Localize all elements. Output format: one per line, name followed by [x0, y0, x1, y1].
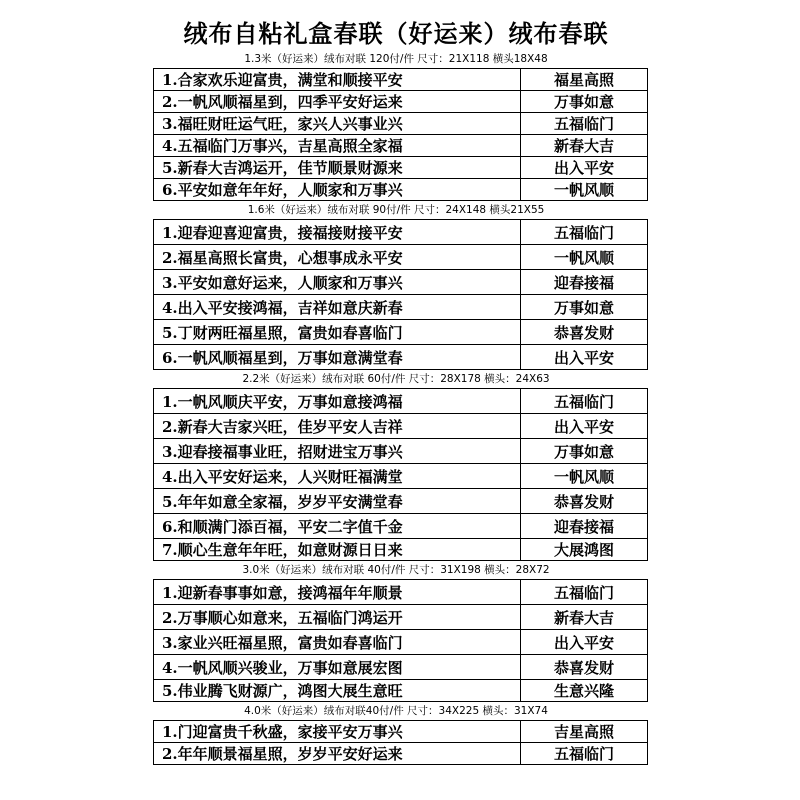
table-row: [154, 743, 648, 765]
couplet-text: 1.门迎富贵千秋盛，家接平安万事兴: [154, 721, 521, 743]
banner-text: 五福临门: [521, 220, 648, 245]
couplet-text: 7.顺心生意年年旺，如意财源日日来: [154, 539, 521, 561]
page-title: 绒布自粘礼盒春联（好运来）绒布春联: [183, 19, 609, 48]
table-row: [154, 220, 648, 245]
banner-text: 出入平安: [521, 157, 648, 179]
couplet-text: 4.出入平安接鸿福，吉祥如意庆新春: [154, 295, 521, 320]
couplet-text: 3.平安如意好运来，人顺家和万事兴: [154, 270, 521, 295]
couplet-text: 3.迎春接福事业旺，招财进宝万事兴: [154, 439, 521, 464]
section-1-table: [153, 68, 648, 201]
table-row: [154, 514, 648, 539]
couplet-text: 4.一帆风顺兴骏业，万事如意展宏图: [154, 655, 521, 680]
couplet-text: 2.万事顺心如意来，五福临门鸿运开: [154, 605, 521, 630]
couplet-text: 5.伟业腾飞财源广，鸿图大展生意旺: [154, 680, 521, 702]
couplet-text: 1.迎春迎喜迎富贵，接福接财接平安: [154, 220, 521, 245]
banner-text: 大展鸿图: [521, 539, 648, 561]
couplet-text: 3.家业兴旺福星照，富贵如春喜临门: [154, 630, 521, 655]
banner-text: 万事如意: [521, 295, 648, 320]
banner-text: 新春大吉: [521, 605, 648, 630]
couplet-text: 6.一帆风顺福星到，万事如意满堂春: [154, 345, 521, 370]
banner-text: 恭喜发财: [521, 655, 648, 680]
table-row: [154, 489, 648, 514]
table-row: [154, 320, 648, 345]
couplet-text: 5.丁财两旺福星照，富贵如春喜临门: [154, 320, 521, 345]
section-3-header: 2.2米（好运来）绒布对联 60付/件 尺寸：28X178 横头：24X63: [242, 373, 550, 385]
couplet-text: 2.一帆风顺福星到，四季平安好运来: [154, 91, 521, 113]
table-row: [154, 580, 648, 605]
table-row: [154, 157, 648, 179]
section-5-header: 4.0米（好运来）绒布对联40付/件 尺寸：34X225 横头：31X74: [244, 705, 548, 717]
section-2-header: 1.6米（好运来）绒布对联 90付/件 尺寸：24X148 横头21X55: [247, 204, 545, 216]
banner-text: 恭喜发财: [521, 320, 648, 345]
couplet-text: 4.五福临门万事兴，吉星高照全家福: [154, 135, 521, 157]
banner-text: 五福临门: [521, 580, 648, 605]
banner-text: 万事如意: [521, 439, 648, 464]
couplet-text: 3.福旺财旺运气旺，家兴人兴事业兴: [154, 113, 521, 135]
section-5-table: [153, 720, 648, 765]
table-row: [154, 414, 648, 439]
banner-text: 吉星高照: [521, 721, 648, 743]
table-row: [154, 655, 648, 680]
banner-text: 出入平安: [521, 414, 648, 439]
table-row: [154, 295, 648, 320]
table-row: [154, 179, 648, 201]
table-row: [154, 539, 648, 561]
couplet-text: 6.和顺满门添百福，平安二字值千金: [154, 514, 521, 539]
table-row: [154, 113, 648, 135]
table-row: [154, 439, 648, 464]
banner-text: 一帆风顺: [521, 464, 648, 489]
table-row: [154, 389, 648, 414]
section-4-header: 3.0米（好运来）绒布对联 40付/件 尺寸：31X198 横头：28X72: [242, 564, 550, 576]
banner-text: 出入平安: [521, 630, 648, 655]
table-row: [154, 135, 648, 157]
table-row: [154, 345, 648, 370]
table-row: [154, 69, 648, 91]
banner-text: 福星高照: [521, 69, 648, 91]
banner-text: 五福临门: [521, 389, 648, 414]
couplet-text: 1.迎新春事事如意，接鸿福年年顺景: [154, 580, 521, 605]
banner-text: 恭喜发财: [521, 489, 648, 514]
couplet-text: 1.一帆风顺庆平安，万事如意接鸿福: [154, 389, 521, 414]
table-row: [154, 245, 648, 270]
couplet-text: 2.新春大吉家兴旺，佳岁平安人吉祥: [154, 414, 521, 439]
banner-text: 新春大吉: [521, 135, 648, 157]
banner-text: 五福临门: [521, 743, 648, 765]
banner-text: 万事如意: [521, 91, 648, 113]
table-row: [154, 721, 648, 743]
couplet-text: 5.年年如意全家福，岁岁平安满堂春: [154, 489, 521, 514]
table-row: [154, 605, 648, 630]
couplet-text: 5.新春大吉鸿运开，佳节顺景财源来: [154, 157, 521, 179]
banner-text: 一帆风顺: [521, 245, 648, 270]
table-row: [154, 680, 648, 702]
banner-text: 迎春接福: [521, 514, 648, 539]
couplet-text: 1.合家欢乐迎富贵，满堂和顺接平安: [154, 69, 521, 91]
banner-text: 生意兴隆: [521, 680, 648, 702]
section-4-table: [153, 579, 648, 702]
couplet-text: 2.福星高照长富贵，心想事成永平安: [154, 245, 521, 270]
section-3-table: [153, 388, 648, 561]
couplet-text: 4.出入平安好运来，人兴财旺福满堂: [154, 464, 521, 489]
banner-text: 出入平安: [521, 345, 648, 370]
couplet-text: 6.平安如意年年好，人顺家和万事兴: [154, 179, 521, 201]
banner-text: 迎春接福: [521, 270, 648, 295]
product-sheet: [153, 18, 639, 765]
couplet-text: 2.年年顺景福星照，岁岁平安好运来: [154, 743, 521, 765]
section-2-table: [153, 219, 648, 370]
banner-text: 一帆风顺: [521, 179, 648, 201]
banner-text: 五福临门: [521, 113, 648, 135]
table-row: [154, 630, 648, 655]
table-row: [154, 91, 648, 113]
table-row: [154, 464, 648, 489]
table-row: [154, 270, 648, 295]
section-1-header: 1.3米（好运来）绒布对联 120付/件 尺寸：21X118 横头18X48: [244, 53, 548, 65]
